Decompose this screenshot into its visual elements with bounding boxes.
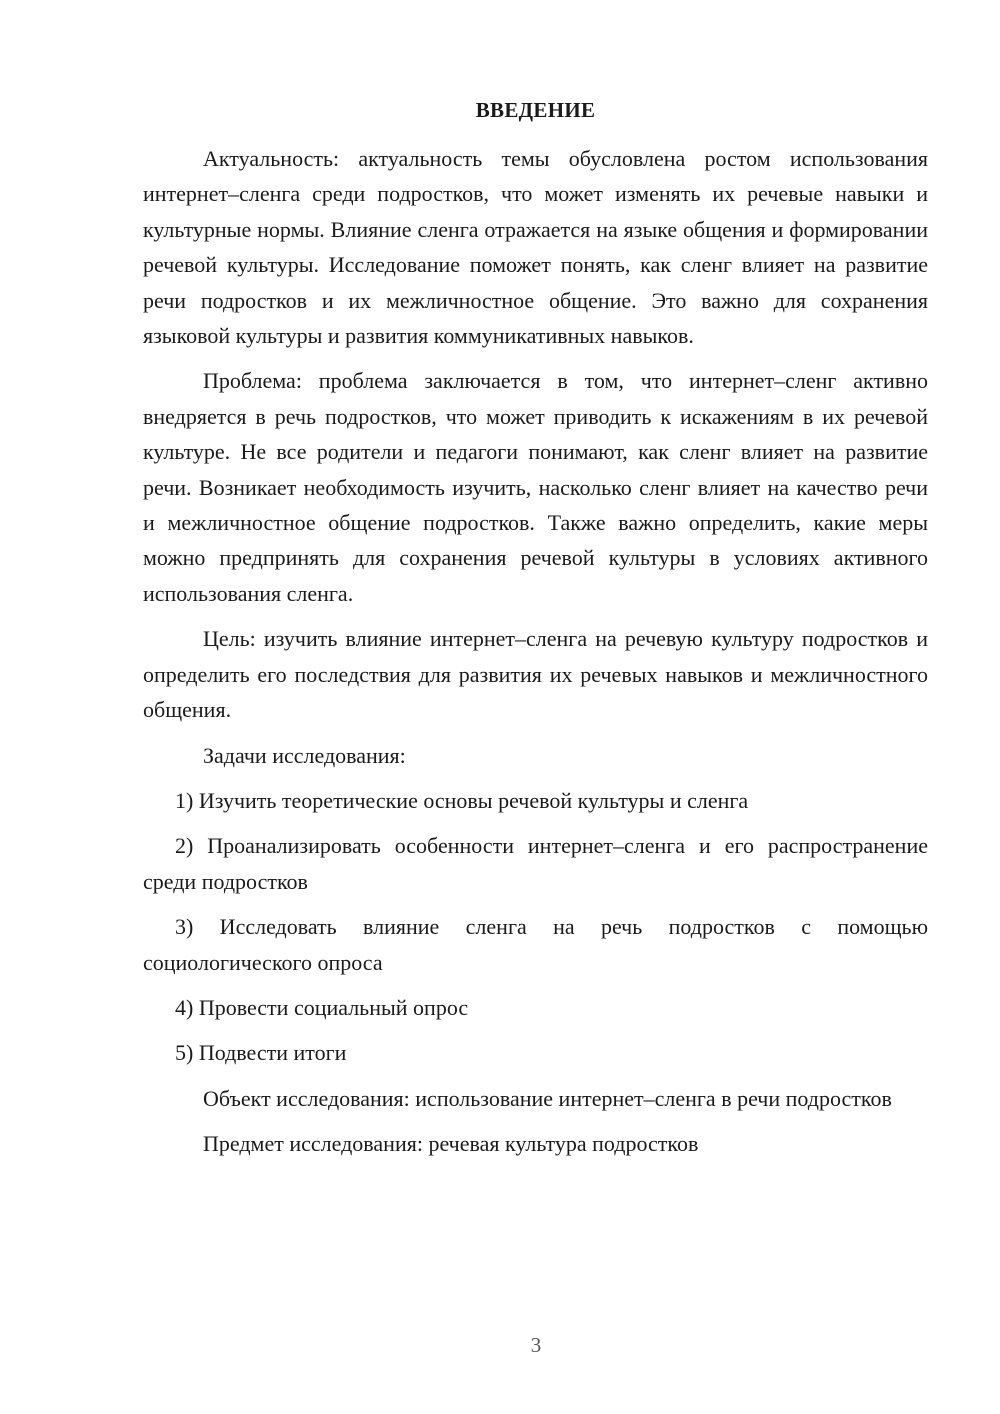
task-item-3: 3) Исследовать влияние сленга на речь подростков с помощью социологического опроса [143, 914, 928, 975]
task-item-2: 2) Проанализировать особенности интернет–сленга и его распространение среди подростков [143, 833, 928, 894]
tasks-heading: Задачи исследования: [203, 742, 406, 768]
task-item-1: 1) Изучить теоретические основы речевой культуры и сленга [175, 787, 749, 813]
paragraph-object: Объект исследования: использование интернет–сленга в речи подростков [203, 1085, 892, 1111]
paragraph-problem: Проблема: проблема заключается в том, что интернет–сленг активно внедряется в речь подростков, что может приводить к искажениям в их речевой культуре. Не все родители и педагоги понимают, как сленг влияет на развитие речи. Возникает необходимость изучить, насколько сленг влияет на качество речи и межличностное общение подростков. Также важно определить, какие меры можно предпринять для сохранения речевой культуры в условиях активного использования сленга. [143, 368, 928, 606]
paragraph-goal: Цель: изучить влияние интернет–сленга на речевую культуру подростков и определить его последствия для развития их речевых навыков и межличностного общения. [143, 626, 928, 723]
task-item-4: 4) Провести социальный опрос [175, 994, 469, 1020]
paragraph-subject: Предмет исследования: речевая культура подростков [203, 1131, 699, 1157]
page-number: 3 [530, 1333, 542, 1357]
section-title: ВВЕДЕНИЕ [475, 98, 596, 122]
document-body [143, 92, 928, 1172]
task-item-5: 5) Подвести итоги [175, 1040, 347, 1066]
paragraph-relevance: Актуальность: актуальность темы обусловлена ростом использования интернет–сленга среди подростков, что может изменять их речевые навыки и культурные нормы. Влияние сленга отражается на языке общения и формировании речевой культуры. Исследование поможет понять, как сленг влияет на развитие речи подростков и их межличностное общение. Это важно для сохранения языковой культуры и развития коммуникативных навыков. [143, 146, 928, 349]
